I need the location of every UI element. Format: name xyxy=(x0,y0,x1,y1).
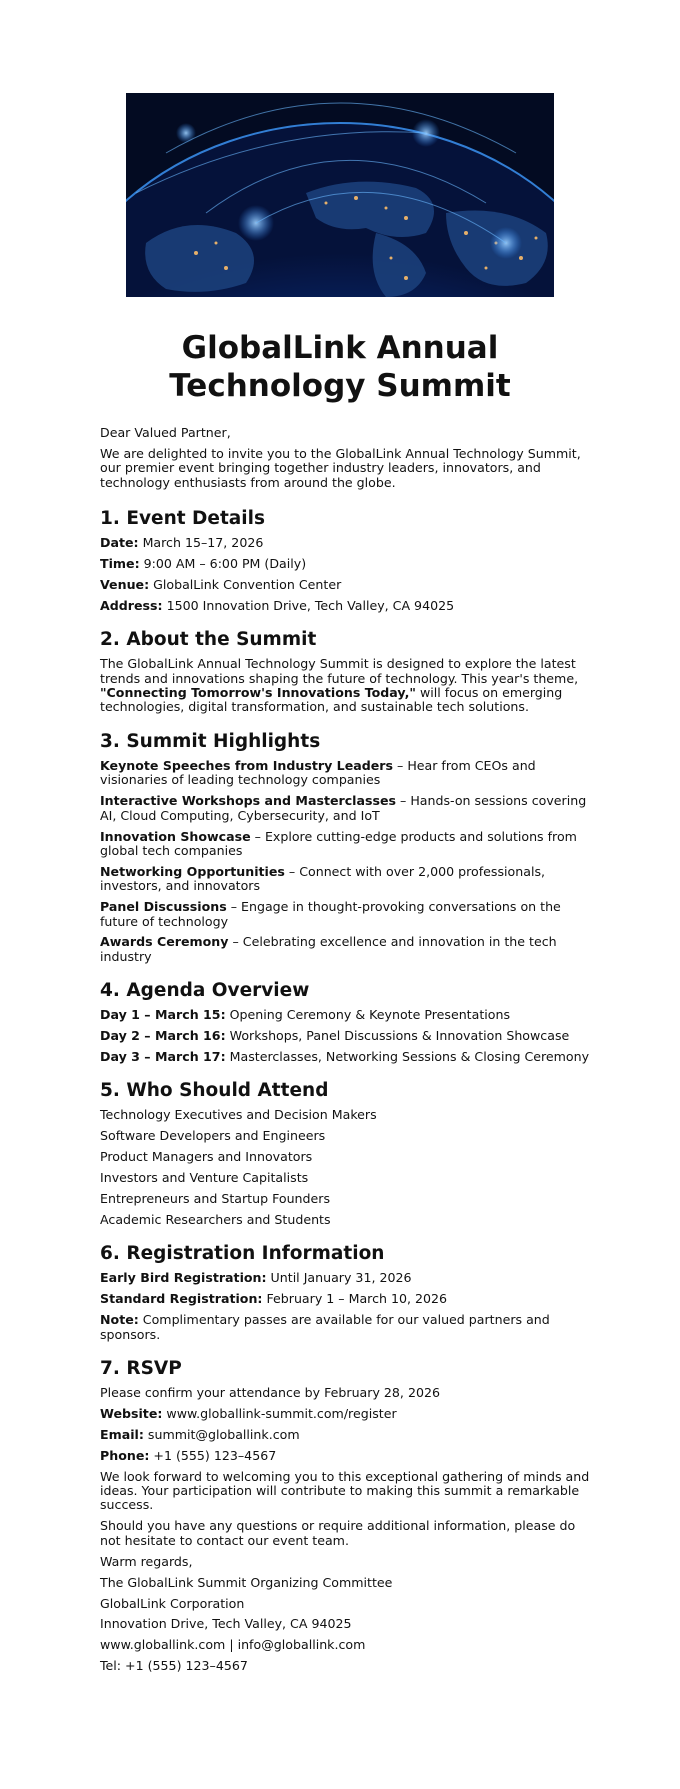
list-item xyxy=(100,900,590,929)
greeting: Dear Valued Partner, xyxy=(100,425,231,440)
item-value: – Explore cutting-edge products and solutions from global tech companies xyxy=(100,828,577,858)
signature-address: Innovation Drive, Tech Valley, CA 94025 xyxy=(100,1616,352,1632)
list-item: Product Managers and Innovators xyxy=(100,1149,313,1165)
item-label: Note: xyxy=(100,1312,139,1328)
item-label: Awards Ceremony xyxy=(100,934,229,950)
list-item xyxy=(100,759,590,788)
list-item xyxy=(100,1449,590,1463)
section-heading-agenda: 4. Agenda Overview xyxy=(100,980,310,1002)
rsvp-list xyxy=(100,1386,590,1463)
summit-theme: "Connecting Tomorrow's Innovations Today," xyxy=(100,685,416,701)
item-label: Address: xyxy=(100,597,163,613)
list-item xyxy=(100,865,590,894)
page-title xyxy=(90,329,590,405)
item-value: – Hands-on sessions covering AI, Cloud Computing, Cybersecurity, and IoT xyxy=(100,793,587,823)
closing-paragraph: We look forward to welcoming you to this exceptional gathering of minds and ideas. Your participation will contribute to making this summit a remarkable success. xyxy=(100,1468,590,1513)
list-item xyxy=(100,578,590,592)
event-details-list xyxy=(100,536,590,613)
list-item xyxy=(100,1428,590,1442)
list-item xyxy=(100,1029,590,1043)
item-label: Interactive Workshops and Masterclasses xyxy=(100,793,397,809)
phone-number: +1 (555) 123–4567 xyxy=(149,1447,277,1463)
signature-phone: Tel: +1 (555) 123–4567 xyxy=(100,1658,248,1674)
item-label: Early Bird Registration: xyxy=(100,1270,267,1286)
agenda-list xyxy=(100,1008,590,1064)
item-value: – Connect with over 2,000 professionals, investors, and innovators xyxy=(100,863,546,894)
item-value: Until January 31, 2026 xyxy=(266,1270,412,1286)
list-item xyxy=(100,1050,590,1064)
letter-body xyxy=(100,426,590,1680)
item-label: Day 1 – March 15: xyxy=(100,1007,226,1023)
website-link[interactable]: www.globallink-summit.com/register xyxy=(162,1405,397,1421)
item-value: March 15–17, 2026 xyxy=(138,535,264,551)
about-paragraph xyxy=(100,657,590,715)
item-label: Time: xyxy=(100,556,140,572)
intro-paragraph: We are delighted to invite you to the GlobalLink Annual Technology Summit, our premier event bringing together industry leaders, innovators, and technology enthusiasts from around the globe. xyxy=(100,445,581,490)
signature-web-email: www.globallink.com | info@globallink.com xyxy=(100,1637,366,1653)
item-label: Email: xyxy=(100,1426,144,1442)
section-heading-attendees: 5. Who Should Attend xyxy=(100,1080,329,1102)
signoff: Warm regards, xyxy=(100,1553,193,1569)
item-value: – Celebrating excellence and innovation in the tech industry xyxy=(100,934,557,964)
attendees-list xyxy=(100,1108,590,1227)
item-value: Complimentary passes are available for our valued partners and sponsors. xyxy=(100,1312,550,1342)
item-label: Venue: xyxy=(100,576,150,592)
item-value: 9:00 AM – 6:00 PM (Daily) xyxy=(139,556,307,572)
list-item xyxy=(100,599,590,613)
section-heading-event-details: 1. Event Details xyxy=(100,508,265,530)
registration-list xyxy=(100,1271,590,1342)
list-item: Software Developers and Engineers xyxy=(100,1128,326,1144)
about-text-before: The GlobalLink Annual Technology Summit is designed to explore the latest trends and innovations shaping the future of technology. This year's theme, xyxy=(100,656,579,686)
item-value: Masterclasses, Networking Sessions & Closing Ceremony xyxy=(225,1049,590,1065)
item-label: Phone: xyxy=(100,1447,150,1463)
list-item xyxy=(100,1313,590,1342)
hero-globe-image xyxy=(126,93,554,297)
signature-committee: The GlobalLink Summit Organizing Committee xyxy=(100,1574,393,1590)
list-item: Academic Researchers and Students xyxy=(100,1212,331,1227)
list-item xyxy=(100,830,590,859)
highlights-list xyxy=(100,759,590,964)
item-value: Opening Ceremony & Keynote Presentations xyxy=(225,1007,511,1023)
item-value: – Hear from CEOs and visionaries of leading technology companies xyxy=(100,757,536,788)
item-value: 1500 Innovation Drive, Tech Valley, CA 94025 xyxy=(162,597,455,613)
list-item xyxy=(100,1008,590,1022)
item-label: Website: xyxy=(100,1405,163,1421)
item-label: Day 2 – March 16: xyxy=(100,1028,226,1044)
section-heading-rsvp: 7. RSVP xyxy=(100,1358,182,1380)
item-value: February 1 – March 10, 2026 xyxy=(262,1291,448,1307)
item-label: Day 3 – March 17: xyxy=(100,1049,226,1065)
list-item xyxy=(100,1271,590,1285)
list-item xyxy=(100,557,590,571)
list-item xyxy=(100,935,590,964)
item-label: Innovation Showcase xyxy=(100,828,251,844)
item-label: Networking Opportunities xyxy=(100,863,285,879)
item-value: – Engage in thought-provoking conversations on the future of technology xyxy=(100,899,561,929)
title-line-2: Technology Summit xyxy=(169,368,511,404)
list-item xyxy=(100,1292,590,1306)
list-item: Technology Executives and Decision Makers xyxy=(100,1107,377,1123)
title-line-1: GlobalLink Annual xyxy=(181,330,499,366)
item-value: Workshops, Panel Discussions & Innovation Showcase xyxy=(225,1028,570,1044)
section-heading-registration: 6. Registration Information xyxy=(100,1243,385,1265)
item-value: GlobalLink Convention Center xyxy=(149,576,342,592)
list-item: Entrepreneurs and Startup Founders xyxy=(100,1191,331,1207)
signature-company: GlobalLink Corporation xyxy=(100,1595,245,1611)
section-heading-about: 2. About the Summit xyxy=(100,629,317,651)
list-item xyxy=(100,1407,590,1421)
rsvp-confirm-text: Please confirm your attendance by February 28, 2026 xyxy=(100,1385,440,1401)
list-item xyxy=(100,536,590,550)
list-item xyxy=(100,794,590,823)
item-label: Panel Discussions xyxy=(100,899,227,915)
item-label: Standard Registration: xyxy=(100,1291,263,1307)
item-label: Keynote Speeches from Industry Leaders xyxy=(100,757,394,773)
about-text-after: will focus on emerging technologies, digital transformation, and sustainable tech solutions. xyxy=(100,685,563,715)
email-link[interactable]: summit@globallink.com xyxy=(143,1426,300,1442)
contact-paragraph: Should you have any questions or require additional information, please do not hesitate to contact our event team. xyxy=(100,1518,576,1548)
item-label: Date: xyxy=(100,535,139,551)
list-item: Investors and Venture Capitalists xyxy=(100,1170,309,1186)
section-heading-highlights: 3. Summit Highlights xyxy=(100,730,321,752)
